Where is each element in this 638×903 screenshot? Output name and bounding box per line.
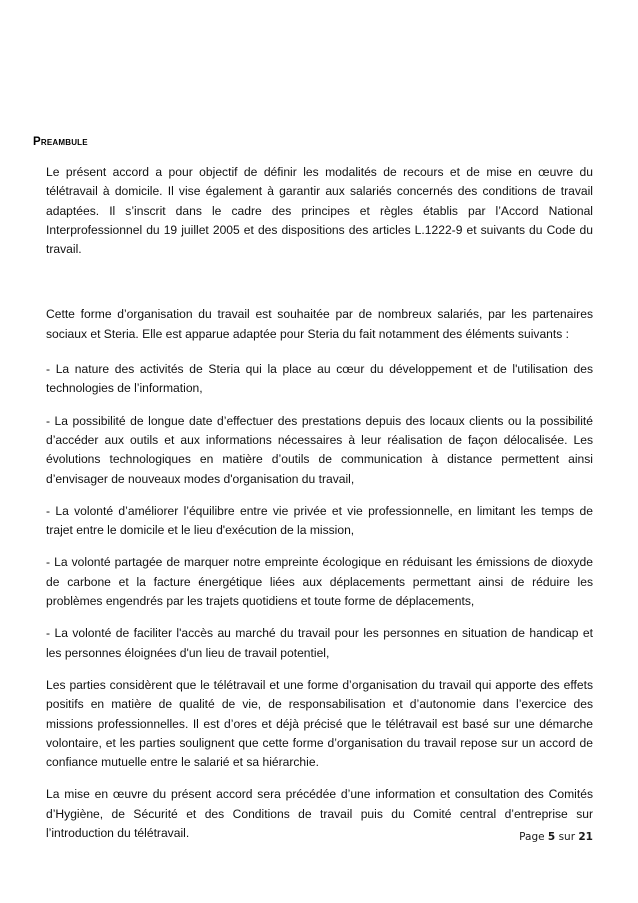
footer-separator: sur: [558, 831, 576, 843]
paragraph-intro: Le présent accord a pour objectif de définir les modalités de recours et de mise en œuvre du télétravail à domicile. Il vise également à garantir aux salariés concernés des conditions de travail adaptées. Il s’inscrit dans le cadre des principes et règles établis par l’Accord National Interprofessionnel du 19 juillet 2005 et des dispositions des articles L.1222-9 et suivants du Code du travail.: [46, 165, 593, 257]
list-item-possibilite: - La possibilité de longue date d’effectuer des prestations depuis des locaux clients ou la possibilité d’accéder aux outils et aux informations nécessaires à leur réalisation de façon délocalisée. Les évolutions technologiques en matière d’outils de communication à distance permettent ainsi d’envisager de nouveaux modes d'organisation du travail,: [46, 413, 593, 486]
footer-prefix: Page: [519, 831, 545, 843]
document-body: [46, 163, 593, 843]
page-footer: [519, 830, 593, 844]
footer-current-page: 5: [547, 831, 556, 843]
list-item-nature: - La nature des activités de Steria qui la place au cœur du développement et de l'utilisation des technologies de l’information,: [46, 362, 593, 396]
footer-total-pages: 21: [578, 831, 593, 843]
paragraph-contexte: Cette forme d’organisation du travail est souhaitée par de nombreux salariés, par les partenaires sociaux et Steria. Elle est apparue adaptée pour Steria du fait notamment des éléments suivants :: [46, 307, 593, 341]
section-heading-preambule: Preambule: [33, 135, 88, 148]
paragraph-considerations: Les parties considèrent que le télétravail et une forme d’organisation du travail qui apporte des effets positifs en matière de qualité de vie, de responsabilisation et d’autonomie dans l’exercice des missions professionnelles. Il est d’ores et déjà précisé que le télétravail est basé sur une démarche volontaire, et les parties soulignent que cette forme d’organisation du travail repose sur un accord de confiance mutuelle entre le salarié et sa hiérarchie.: [46, 677, 593, 770]
list-item-handicap: - La volonté de faciliter l'accès au marché du travail pour les personnes en situation de handicap et les personnes éloignées d'un lieu de travail potentiel,: [46, 626, 593, 660]
list-item-ecologie: - La volonté partagée de marquer notre empreinte écologique en réduisant les émissions de dioxyde de carbone et la facture énergétique liées aux déplacements permettant ainsi de réduire les problèmes engendrés par les trajets quotidiens et toute forme de déplacements,: [46, 555, 593, 609]
list-item-equilibre: - La volonté d’améliorer l’équilibre entre vie privée et vie professionnelle, en limitant les temps de trajet entre le domicile et le lieu d'exécution de la mission,: [46, 503, 593, 538]
paragraph-mise-en-oeuvre: La mise en œuvre du présent accord sera précédée d’une information et consultation des Comités d’Hygiène, de Sécurité et des Conditions de travail puis du Comité central d’entreprise sur l’introduction du télétravail.: [46, 787, 593, 841]
